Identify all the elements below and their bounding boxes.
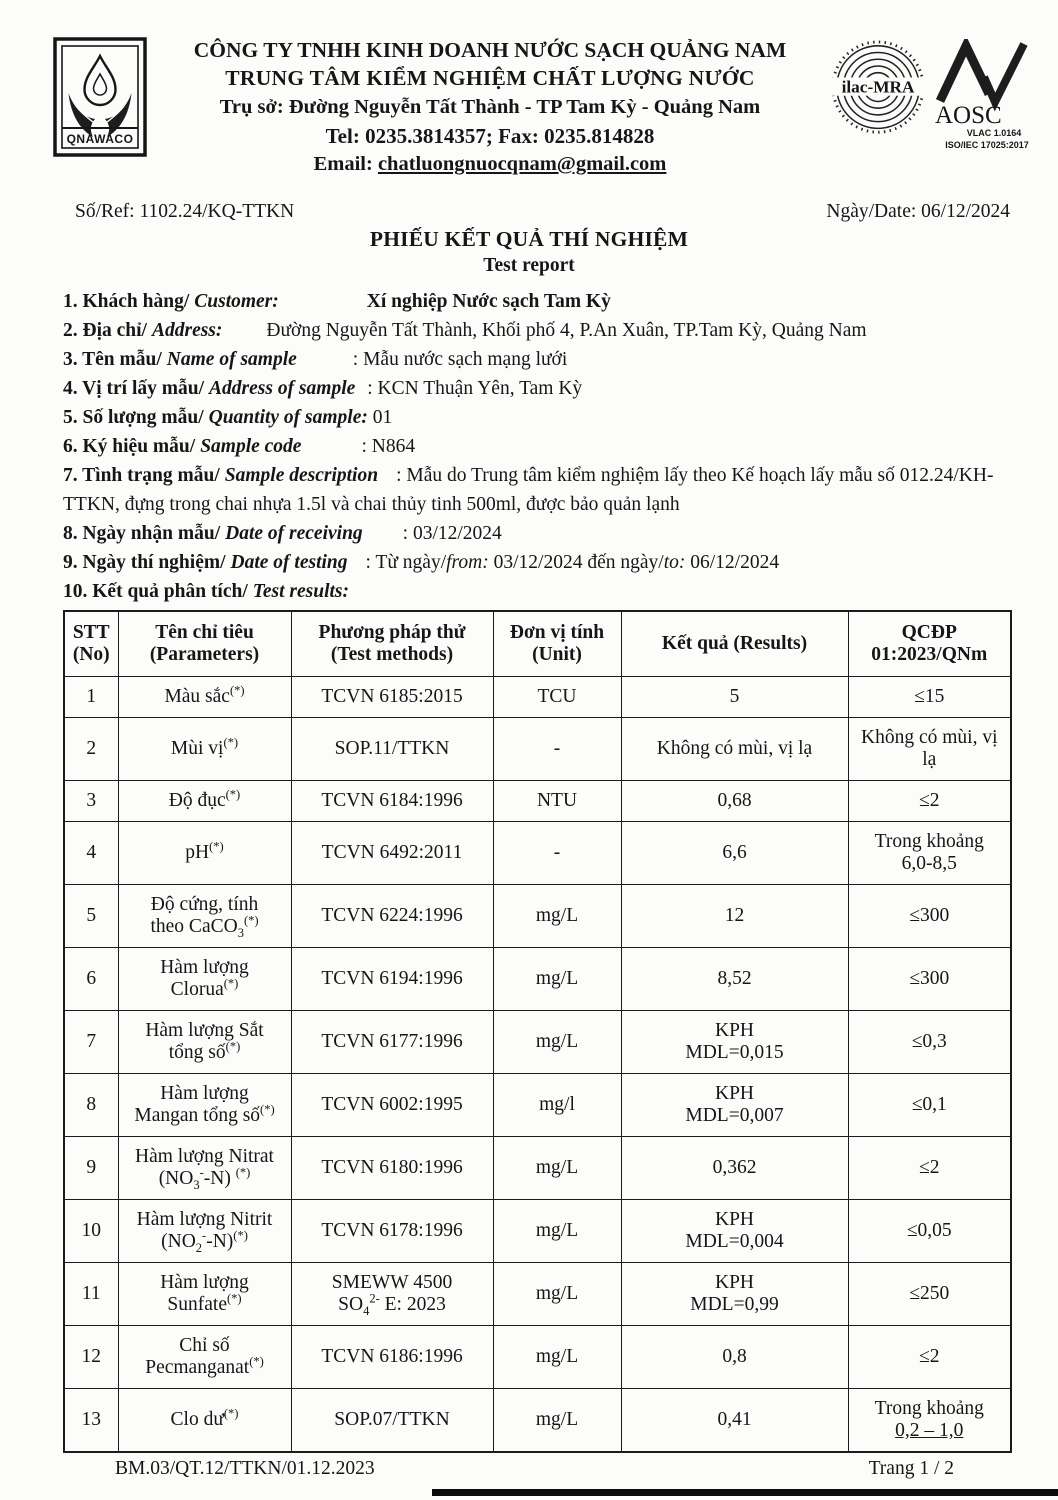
field-date-receiving: 8. Ngày nhận mẫu/ Date of receiving : 03/12/2024 bbox=[63, 523, 502, 544]
column-header: Đơn vị tính (Unit) bbox=[493, 611, 621, 677]
page-footer bbox=[0, 1458, 1058, 1480]
cell-method: TCVN 6185:2015 bbox=[291, 677, 493, 718]
certification-seals bbox=[830, 36, 1032, 151]
scan-artifact-bar bbox=[432, 1489, 1058, 1496]
cell-unit: mg/L bbox=[493, 885, 621, 948]
cell-limit: Trong khoảng 6,0-8,5 bbox=[848, 822, 1011, 885]
cell-parameter: Màu sắc(*) bbox=[118, 677, 291, 718]
section-test-results: 10. Kết quả phân tích/ Test results: bbox=[63, 581, 350, 602]
cell-no: 12 bbox=[64, 1326, 118, 1389]
cell-method: TCVN 6180:1996 bbox=[291, 1137, 493, 1200]
cell-unit: NTU bbox=[493, 781, 621, 822]
cell-unit: mg/L bbox=[493, 1263, 621, 1326]
ref-date-row bbox=[0, 201, 1058, 223]
table-row bbox=[64, 1011, 1011, 1074]
cell-parameter: Hàm lượng Sắt tổng số(*) bbox=[118, 1011, 291, 1074]
field-date-testing: 9. Ngày thí nghiệm/ Date of testing : Từ ngày/from: 03/12/2024 đến ngày/to: 06/12/2024 bbox=[63, 552, 780, 573]
report-header bbox=[0, 0, 1058, 176]
form-code: BM.03/QT.12/TTKN/01.12.2023 bbox=[115, 1458, 375, 1479]
cell-result: 0,362 bbox=[621, 1137, 848, 1200]
cell-no: 11 bbox=[64, 1263, 118, 1326]
cell-no: 5 bbox=[64, 885, 118, 948]
qnawaco-logo-label: QNAWACO bbox=[66, 132, 134, 146]
cell-result: KPH MDL=0,007 bbox=[621, 1074, 848, 1137]
cell-limit: ≤2 bbox=[848, 1326, 1011, 1389]
email-address: chatluongnuocqnam@gmail.com bbox=[377, 153, 667, 175]
aosc-label: AOSC bbox=[935, 102, 1002, 129]
column-header: QCĐP 01:2023/QNm bbox=[848, 611, 1011, 677]
sample-address-value: : KCN Thuận Yên, Tam Kỳ bbox=[367, 378, 583, 399]
table-row bbox=[64, 1263, 1011, 1326]
cell-result: Không có mùi, vị lạ bbox=[621, 718, 848, 781]
sample-code-value: : N864 bbox=[361, 436, 416, 457]
report-fields bbox=[0, 287, 1058, 606]
cell-unit: mg/l bbox=[493, 1074, 621, 1137]
cell-limit: ≤2 bbox=[848, 1137, 1011, 1200]
field-sample-quantity: 5. Số lượng mẫu/ Quantity of sample: 01 bbox=[63, 407, 393, 428]
cell-parameter: Clo dư(*) bbox=[118, 1389, 291, 1453]
cell-method: TCVN 6194:1996 bbox=[291, 948, 493, 1011]
cell-limit: ≤300 bbox=[848, 885, 1011, 948]
company-telfax: Tel: 0235.3814357; Fax: 0235.814828 bbox=[325, 124, 655, 148]
company-block bbox=[150, 36, 830, 176]
cell-limit: ≤250 bbox=[848, 1263, 1011, 1326]
table-row bbox=[64, 1200, 1011, 1263]
cell-limit: ≤0,1 bbox=[848, 1074, 1011, 1137]
cell-limit: ≤0,05 bbox=[848, 1200, 1011, 1263]
column-header: Tên chỉ tiêu (Parameters) bbox=[118, 611, 291, 677]
cell-result: 0,8 bbox=[621, 1326, 848, 1389]
cell-limit: ≤0,3 bbox=[848, 1011, 1011, 1074]
cell-no: 3 bbox=[64, 781, 118, 822]
document-ref: Số/Ref: 1102.24/KQ-TTKN bbox=[75, 201, 295, 222]
sample-name-value: : Mẫu nước sạch mạng lưới bbox=[352, 349, 568, 370]
cell-parameter: Hàm lượng Mangan tổng số(*) bbox=[118, 1074, 291, 1137]
cell-result: 8,52 bbox=[621, 948, 848, 1011]
cell-unit: mg/L bbox=[493, 1011, 621, 1074]
field-sample-address: 4. Vị trí lấy mẫu/ Address of sample : KCN Thuận Yên, Tam Kỳ bbox=[63, 378, 583, 399]
table-header-row bbox=[64, 611, 1011, 677]
field-sample-name: 3. Tên mẫu/ Name of sample : Mẫu nước sạch mạng lưới bbox=[63, 349, 568, 370]
cell-parameter: Chỉ số Pecmanganat(*) bbox=[118, 1326, 291, 1389]
cell-method: SMEWW 4500 $SO_4^{2-}$ E: 2023 bbox=[291, 1263, 493, 1326]
cell-parameter: Mùi vị(*) bbox=[118, 718, 291, 781]
cell-no: 10 bbox=[64, 1200, 118, 1263]
sample-description-value: : Mẫu do Trung tâm kiểm nghiệm lấy theo Kế hoạch lấy mẫu số 012.24/KH-TTKN, đựng trong chai nhựa 1.5l và chai thủy tinh 500ml, được bảo quản lạnh bbox=[63, 465, 994, 515]
cell-parameter: Hàm lượng Sunfate(*) bbox=[118, 1263, 291, 1326]
table-row bbox=[64, 1074, 1011, 1137]
results-table bbox=[63, 610, 1012, 1453]
cell-method: TCVN 6492:2011 bbox=[291, 822, 493, 885]
cell-result: KPH MDL=0,015 bbox=[621, 1011, 848, 1074]
iso-code: ISO/IEC 17025:2017 bbox=[945, 140, 1029, 150]
cell-limit: ≤15 bbox=[848, 677, 1011, 718]
cell-limit: ≤2 bbox=[848, 781, 1011, 822]
cell-limit: ≤300 bbox=[848, 948, 1011, 1011]
customer-value: Xí nghiệp Nước sạch Tam Kỳ bbox=[366, 291, 611, 312]
cell-no: 2 bbox=[64, 718, 118, 781]
cell-method: SOP.11/TTKN bbox=[291, 718, 493, 781]
cell-result: 5 bbox=[621, 677, 848, 718]
page-number: Trang 1 / 2 bbox=[868, 1458, 954, 1479]
cell-no: 9 bbox=[64, 1137, 118, 1200]
date-testing-from: 03/12/2024 đến ngày/ bbox=[488, 552, 664, 573]
ilac-mra-label: ilac-MRA bbox=[841, 77, 915, 97]
cell-limit: Không có mùi, vị lạ bbox=[848, 718, 1011, 781]
table-row bbox=[64, 718, 1011, 781]
page-title: PHIẾU KẾT QUẢ THÍ NGHIỆM bbox=[369, 227, 689, 251]
table-row bbox=[64, 948, 1011, 1011]
cell-result: 0,41 bbox=[621, 1389, 848, 1453]
cell-no: 7 bbox=[64, 1011, 118, 1074]
company-name: CÔNG TY TNHH KINH DOANH NƯỚC SẠCH QUẢNG NAM bbox=[193, 38, 787, 62]
vlac-code: VLAC 1.0164 bbox=[966, 128, 1022, 138]
cell-method: SOP.07/TTKN bbox=[291, 1389, 493, 1453]
cell-unit: mg/L bbox=[493, 1326, 621, 1389]
cell-result: 6,6 bbox=[621, 822, 848, 885]
cell-unit: - bbox=[493, 718, 621, 781]
cell-no: 8 bbox=[64, 1074, 118, 1137]
company-address: Trụ sở: Đường Nguyễn Tất Thành - TP Tam Kỳ - Quảng Nam bbox=[219, 96, 761, 118]
cell-parameter: Hàm lượng Nitrat $(NO_3^--N)$ (*) bbox=[118, 1137, 291, 1200]
qnawaco-logo bbox=[52, 36, 150, 163]
cell-no: 4 bbox=[64, 822, 118, 885]
cell-parameter: Độ đục(*) bbox=[118, 781, 291, 822]
cell-no: 13 bbox=[64, 1389, 118, 1453]
cell-no: 1 bbox=[64, 677, 118, 718]
address-value: Đường Nguyễn Tất Thành, Khối phố 4, P.An Xuân, TP.Tam Kỳ, Quảng Nam bbox=[266, 320, 867, 341]
table-row bbox=[64, 677, 1011, 718]
cell-method: TCVN 6224:1996 bbox=[291, 885, 493, 948]
field-sample-code: 6. Ký hiệu mẫu/ Sample code : N864 bbox=[63, 436, 416, 457]
cell-result: 0,68 bbox=[621, 781, 848, 822]
cell-unit: mg/L bbox=[493, 1389, 621, 1453]
column-header: Kết quả (Results) bbox=[621, 611, 848, 677]
table-row bbox=[64, 885, 1011, 948]
cell-result: 12 bbox=[621, 885, 848, 948]
cell-method: TCVN 6178:1996 bbox=[291, 1200, 493, 1263]
ilac-mra-seal-icon bbox=[830, 39, 926, 139]
cell-method: TCVN 6184:1996 bbox=[291, 781, 493, 822]
cell-parameter: pH(*) bbox=[118, 822, 291, 885]
company-email-line bbox=[156, 153, 824, 176]
aosc-seal-icon bbox=[932, 39, 1032, 151]
cell-unit: mg/L bbox=[493, 948, 621, 1011]
cell-method: TCVN 6002:1995 bbox=[291, 1074, 493, 1137]
cell-parameter: Hàm lượng Clorua(*) bbox=[118, 948, 291, 1011]
date-testing-to: 06/12/2024 bbox=[685, 552, 780, 573]
cell-parameter: Hàm lượng Nitrit $(NO_2^--N)^{(*)}$ bbox=[118, 1200, 291, 1263]
table-row bbox=[64, 1326, 1011, 1389]
cell-no: 6 bbox=[64, 948, 118, 1011]
cell-unit: TCU bbox=[493, 677, 621, 718]
cell-result: KPH MDL=0,99 bbox=[621, 1263, 848, 1326]
cell-parameter: Độ cứng, tính theo CaCO$_3$(*) bbox=[118, 885, 291, 948]
email-label: Email: bbox=[313, 153, 373, 175]
document-date: Ngày/Date: 06/12/2024 bbox=[826, 201, 1010, 222]
page-subtitle: Test report bbox=[483, 255, 575, 276]
field-address: 2. Địa chỉ/ Address: Đường Nguyễn Tất Thành, Khối phố 4, P.An Xuân, TP.Tam Kỳ, Quảng Nam bbox=[63, 320, 867, 341]
cell-method: TCVN 6186:1996 bbox=[291, 1326, 493, 1389]
sample-quantity-value: 01 bbox=[372, 407, 393, 428]
cell-unit: mg/L bbox=[493, 1137, 621, 1200]
cell-method: TCVN 6177:1996 bbox=[291, 1011, 493, 1074]
column-header: STT (No) bbox=[64, 611, 118, 677]
cell-unit: mg/L bbox=[493, 1200, 621, 1263]
center-name: TRUNG TÂM KIỂM NGHIỆM CHẤT LƯỢNG NƯỚC bbox=[225, 66, 755, 90]
cell-result: KPH MDL=0,004 bbox=[621, 1200, 848, 1263]
cell-unit: - bbox=[493, 822, 621, 885]
table-row bbox=[64, 1137, 1011, 1200]
table-row bbox=[64, 1389, 1011, 1453]
field-sample-description: 7. Tình trạng mẫu/ Sample description : Mẫu do Trung tâm kiểm nghiệm lấy theo Kế hoạch lấy mẫu số 012.24/KH-TTKN, đựng trong chai nhựa 1.5l và chai thủy tinh 500ml, được bảo quản lạnh bbox=[63, 465, 994, 515]
date-receiving-value: : 03/12/2024 bbox=[402, 523, 502, 544]
qnawaco-logo-icon bbox=[52, 36, 148, 158]
field-customer: 1. Khách hàng/ Customer: Xí nghiệp Nước sạch Tam Kỳ bbox=[63, 291, 611, 312]
cell-limit: Trong khoảng 0,2 – 1,0 bbox=[848, 1389, 1011, 1453]
table-row bbox=[64, 822, 1011, 885]
table-row bbox=[64, 781, 1011, 822]
column-header: Phương pháp thử (Test methods) bbox=[291, 611, 493, 677]
